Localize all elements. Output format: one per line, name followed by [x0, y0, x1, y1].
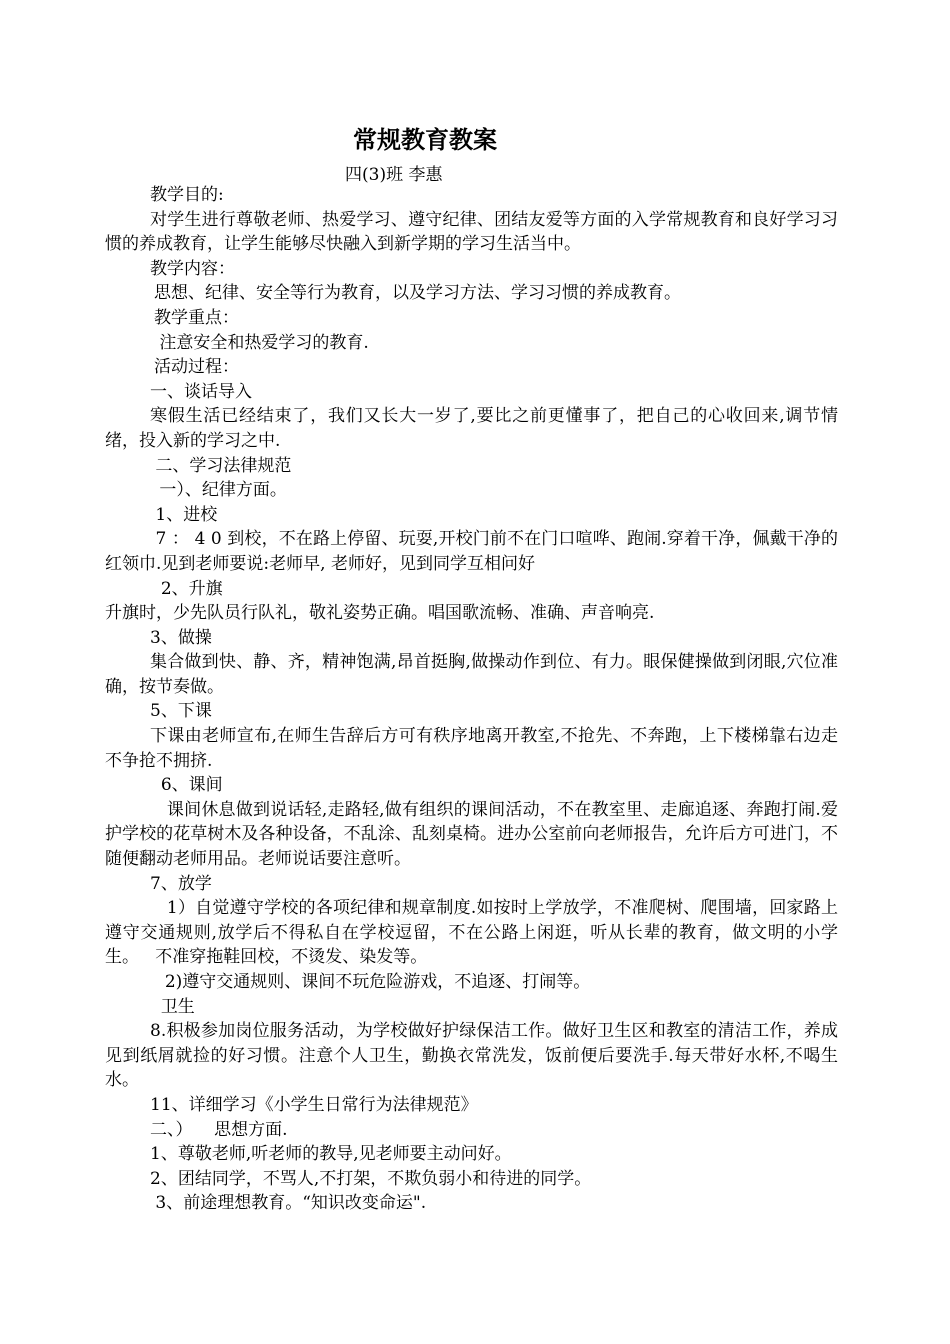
document-body [105, 183, 838, 1216]
document-paragraph: 教学目的: [150, 185, 224, 205]
document-paragraph: 课间休息做到说话轻,走路轻,做有组织的课间活动，不在教室里、走廊追逐、奔跑打闹.爱护学校的花草树木及各种设备，不乱涂、乱刻桌椅。进办公室前向老师报告，允许后方可进门，不随便翻动老师用品。老师说话要注意听。 [105, 799, 838, 870]
document-paragraph: 2)遵守交通规则、课间不玩危险游戏，不追逐、打闹等。 [154, 972, 591, 992]
document-paragraph: 寒假生活已经结束了，我们又长大一岁了,要比之前更懂事了，把自己的心收回来,调节情绪，投入新的学习之中. [105, 406, 838, 451]
document-paragraph: 二、学习法律规范 [150, 455, 292, 476]
document-paragraph: 3、做操 [150, 627, 212, 648]
document-paragraph: 教学内容： [150, 258, 235, 279]
document-paragraph: 2、团结同学，不骂人,不打架，不欺负弱小和待进的同学。 [150, 1168, 592, 1189]
document-paragraph: 升旗时，少先队员行队礼，敬礼姿势正确。唱国歌流畅、准确、声音响亮. [105, 603, 655, 624]
document-paragraph: 卫生 [150, 996, 195, 1017]
document-paragraph: 活动过程： [154, 357, 239, 378]
document-paragraph: 7 ： 4 0 到校，不在路上停留、玩耍,开校门前不在门口喧哗、跑闹.穿着干净，佩戴干净的红领巾.见到老师要说:老师早, 老师好，见到同学互相问好 [105, 529, 838, 574]
document-paragraph: 1、进校 [150, 504, 218, 525]
document-title: 常规教育教案 [353, 125, 497, 154]
document-paragraph: 二、） 思想方面. [150, 1119, 288, 1140]
document-paragraph: 思想、纪律、安全等行为教育，以及学习方法、学习习惯的养成教育。 [154, 283, 681, 304]
document-paragraph: 11、详细学习《小学生日常行为法律规范》 [150, 1094, 478, 1115]
document-paragraph: 一）、纪律方面。 [154, 480, 287, 501]
document-paragraph: 2、升旗 [150, 578, 223, 599]
document-paragraph: 6、课间 [150, 775, 223, 796]
document-paragraph: 注意安全和热爱学习的教育. [154, 332, 369, 353]
document-paragraph: 8.积极参加岗位服务活动，为学校做好护绿保洁工作。做好卫生区和教室的清洁工作，养成见到纸屑就捡的好习惯。注意个人卫生，勤换衣常洗发，饭前便后要洗手.每天带好水杯,不喝生水。 [105, 1021, 838, 1091]
document-paragraph: 3、前途理想教育。“知识改变命运". [150, 1193, 427, 1214]
document-paragraph: 教学重点： [154, 307, 239, 328]
document-paragraph: 1）自觉遵守学校的各项纪律和规章制度.如按时上学放学，不准爬树、爬围墙，回家路上遵守交通规则,放学后不得私自在学校逗留，不在公路上闲逛，听从长辈的教育，做文明的小学生。 不准穿拖鞋回校，不烫发、染发等。 [105, 898, 839, 968]
document-author: 四(3)班 李惠 [345, 165, 443, 185]
document-paragraph: 1、尊敬老师,听老师的教导,见老师要主动问好。 [150, 1144, 512, 1165]
document-paragraph: 集合做到快、静、齐，精神饱满,昂首挺胸,做操动作到位、有力。眼保健操做到闭眼,穴位准确，按节奏做。 [105, 652, 838, 697]
document-paragraph: 下课由老师宣布,在师生告辞后方可有秩序地离开教室,不抢先、不奔跑，上下楼梯靠右边走不争抢不拥挤. [105, 726, 838, 771]
document-paragraph: 对学生进行尊敬老师、热爱学习、遵守纪律、团结友爱等方面的入学常规教育和良好学习习惯的养成教育，让学生能够尽快融入到新学期的学习生活当中。 [105, 209, 838, 255]
document-paragraph: 7、放学 [150, 873, 212, 894]
document-paragraph: 5、下课 [150, 701, 212, 722]
document-paragraph: 一、谈话导入 [150, 381, 252, 402]
